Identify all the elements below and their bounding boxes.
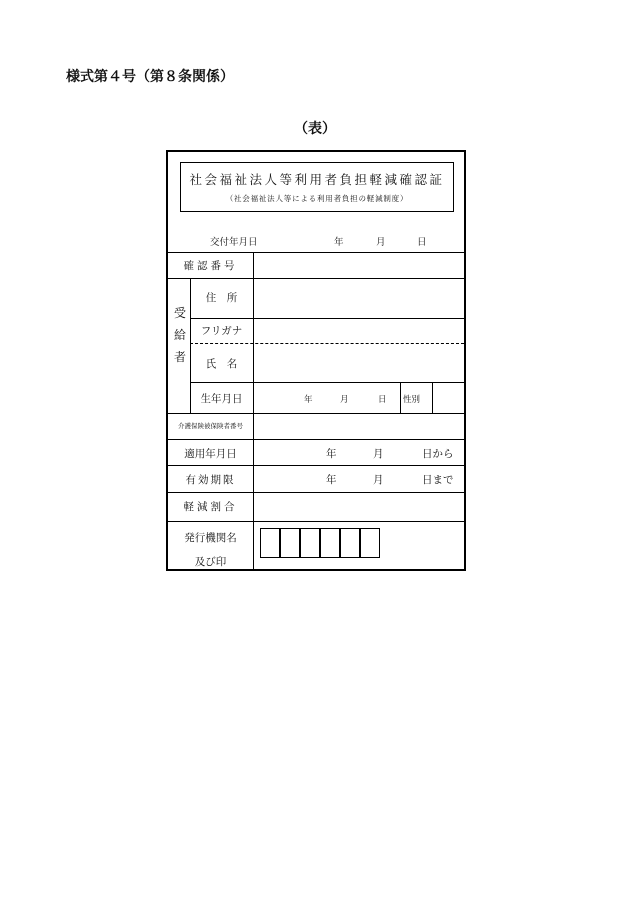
recipient-group-label <box>172 302 188 368</box>
sex-column-divider <box>400 382 401 413</box>
sex-label: 性別 <box>403 395 421 405</box>
apply-date-year: 年 <box>326 448 337 460</box>
recipient-char: 給 <box>173 328 186 342</box>
insured-number-label: 介護保険被保険者番号 <box>178 422 243 430</box>
certificate-card <box>166 150 466 571</box>
stamp-box <box>300 528 320 558</box>
confirm-number-label: 確認番号 <box>183 260 238 272</box>
stamp-box <box>260 528 280 558</box>
stamp-box <box>280 528 300 558</box>
address-label: 住 所 <box>205 292 238 304</box>
form-number: 様式第４号（第８条関係） <box>66 69 234 85</box>
birth-date-label: 生年月日 <box>200 393 243 405</box>
valid-until-label: 有効期限 <box>185 474 236 486</box>
stamp-box <box>340 528 360 558</box>
divider <box>168 278 464 279</box>
divider <box>168 439 464 440</box>
apply-date-label: 適用年月日 <box>184 448 237 460</box>
birth-month: 月 <box>340 395 349 405</box>
valid-until-day: 日まで <box>422 474 454 486</box>
valid-until-month: 月 <box>373 474 384 486</box>
recipient-char: 者 <box>173 350 186 364</box>
furigana-label: フリガナ <box>200 325 243 337</box>
divider <box>190 318 464 319</box>
issue-date-day: 日 <box>417 237 427 248</box>
divider <box>168 252 464 253</box>
divider <box>168 492 464 493</box>
issue-date-year: 年 <box>334 237 344 248</box>
recipient-char: 受 <box>173 306 186 320</box>
title-box <box>180 162 454 212</box>
birth-day: 日 <box>378 395 387 405</box>
reduction-rate-label: 軽減割合 <box>183 501 238 513</box>
issuer-label-line2: 及び印 <box>194 556 227 568</box>
sex-value-divider <box>432 382 433 413</box>
divider-dashed <box>190 343 464 344</box>
valid-until-year: 年 <box>326 474 337 486</box>
birth-year: 年 <box>304 395 313 405</box>
name-label: 氏 名 <box>205 358 238 370</box>
label-column-divider <box>253 252 254 571</box>
card-title: 社会福祉法人等利用者負担軽減確認証 <box>189 172 445 187</box>
side-label: （表） <box>294 121 336 137</box>
card-subtitle: （社会福祉法人等による利用者負担の軽減制度） <box>225 194 409 203</box>
apply-date-month: 月 <box>373 448 384 460</box>
divider <box>190 382 464 383</box>
divider <box>168 521 464 522</box>
stamp-boxes <box>260 528 384 558</box>
stamp-box <box>360 528 380 558</box>
stamp-box <box>320 528 340 558</box>
issue-date-month: 月 <box>376 237 386 248</box>
divider <box>168 465 464 466</box>
issue-date-label: 交付年月日 <box>210 237 258 248</box>
apply-date-day: 日から <box>422 448 454 460</box>
divider <box>168 413 464 414</box>
issuer-label-line1: 発行機関名 <box>184 532 237 544</box>
